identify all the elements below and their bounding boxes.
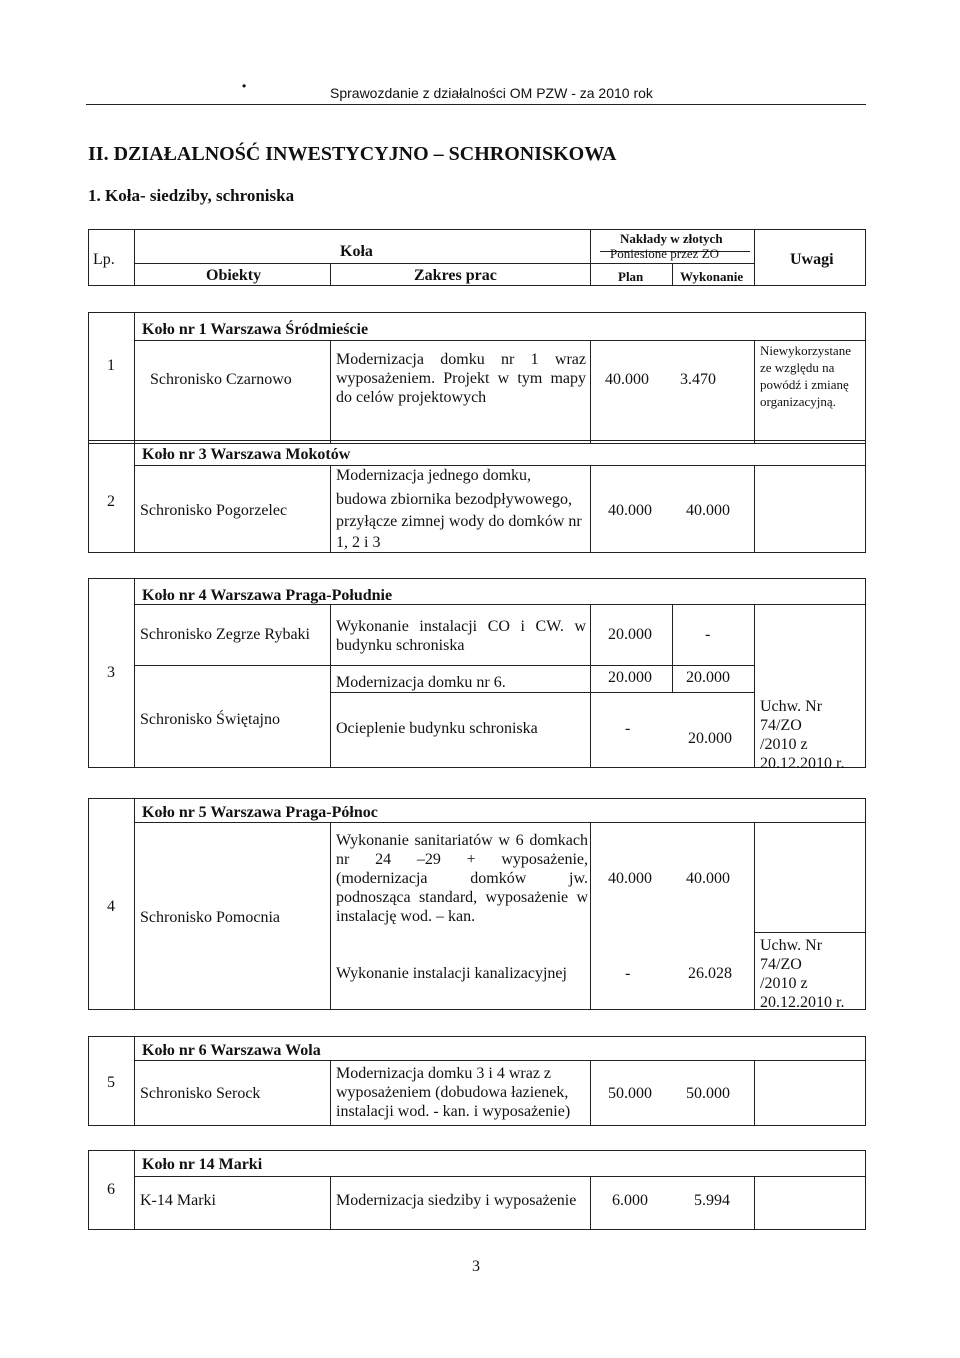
- wykonanie-value: 40.000: [686, 502, 730, 519]
- zakres-line: Modernizacja jednego domku,: [336, 467, 532, 484]
- header-naklady-line2: Poniesione przez ZO: [610, 246, 720, 261]
- wykonanie-value: 40.000: [686, 870, 730, 887]
- header-mark: •: [242, 79, 247, 93]
- row-lp: 5: [107, 1074, 115, 1091]
- plan-value: -: [625, 965, 631, 982]
- obiekt-name: Schronisko Czarnowo: [150, 371, 292, 388]
- row-lp: 1: [107, 357, 115, 374]
- plan-value: 20.000: [608, 669, 652, 686]
- plan-value: 6.000: [612, 1192, 648, 1209]
- header-zakres: Zakres prac: [414, 267, 497, 284]
- kolo-name: Koło nr 1 Warszawa Śródmieście: [142, 321, 369, 338]
- zakres-line: przyłącze zimnej wody do domków nr: [336, 513, 582, 530]
- row-lp: 2: [107, 493, 115, 510]
- wykonanie-value: 5.994: [694, 1192, 730, 1209]
- header-plan: Plan: [618, 269, 644, 284]
- header-rule: [86, 104, 866, 105]
- row-lp: 3: [107, 664, 115, 681]
- page-number: 3: [472, 1258, 480, 1275]
- zakres-text: Wykonanie sanitariatów w 6 domkach nr 24 –29 + wyposażenie, (modernizacja domków jw. podnosząca standard, wyposażenie w instalację wod. – kan.: [336, 832, 588, 925]
- uwagi-line: 20.12.2010 r.: [760, 994, 845, 1011]
- subsection-title: 1. Koła- siedziby, schroniska: [88, 186, 295, 205]
- wykonanie-value: 50.000: [686, 1085, 730, 1102]
- zakres-line: budowa zbiornika bezodpływowego,: [336, 491, 572, 508]
- plan-value: -: [625, 720, 631, 737]
- plan-value: 20.000: [608, 626, 652, 643]
- header-obiekty: Obiekty: [206, 267, 262, 284]
- plan-value: 40.000: [608, 870, 652, 887]
- uwagi-line: Niewykorzystane: [760, 343, 851, 358]
- plan-value: 40.000: [608, 502, 652, 519]
- uwagi-line: Uchw. Nr: [760, 698, 823, 715]
- obiekt-name: K-14 Marki: [140, 1192, 216, 1209]
- obiekt-name: Schronisko Świętajno: [140, 711, 280, 728]
- zakres-text: Modernizacja domku nr 6.: [336, 674, 506, 691]
- row-lp: 6: [107, 1181, 115, 1198]
- uwagi-line: 20.12.2010 r.: [760, 755, 845, 772]
- plan-value: 40.000: [605, 371, 649, 388]
- plan-value: 50.000: [608, 1085, 652, 1102]
- zakres-text: Modernizacja siedziby i wyposażenie: [336, 1192, 577, 1209]
- zakres-text: Wykonanie instalacji CO i CW. w budynku schroniska: [336, 618, 586, 654]
- obiekt-name: Schronisko Serock: [140, 1085, 261, 1102]
- zakres-text: Modernizacja domku nr 1 wraz wyposażeniem. Projekt w tym mapy do celów projektowych: [336, 351, 586, 406]
- header-wykonanie: Wykonanie: [680, 269, 744, 284]
- obiekt-name: Schronisko Zegrze Rybaki: [140, 626, 310, 643]
- wykonanie-value: 20.000: [688, 730, 732, 747]
- header-kola: Koła: [340, 243, 373, 260]
- uwagi-line: 74/ZO: [760, 717, 802, 734]
- zakres-line: instalacji wod. - kan. i wyposażenie): [336, 1103, 571, 1120]
- uwagi-line: ze względu na: [760, 360, 835, 375]
- kolo-name: Koło nr 3 Warszawa Mokotów: [142, 446, 351, 463]
- zakres-line: 1, 2 i 3: [336, 534, 381, 551]
- zakres-text: Ocieplenie budynku schroniska: [336, 720, 538, 737]
- wykonanie-value: 20.000: [686, 669, 730, 686]
- section-title: II. DZIAŁALNOŚĆ INWESTYCYJNO – SCHRONISKOWA: [88, 143, 617, 165]
- kolo-name: Koło nr 4 Warszawa Praga-Południe: [142, 587, 393, 604]
- obiekt-name: Schronisko Pomocnia: [140, 909, 280, 926]
- obiekt-name: Schronisko Pogorzelec: [140, 502, 288, 519]
- kolo-name: Koło nr 6 Warszawa Wola: [142, 1042, 321, 1059]
- uwagi-line: organizacyjną.: [760, 394, 836, 409]
- zakres-line: Modernizacja domku 3 i 4 wraz z: [336, 1065, 552, 1082]
- wykonanie-value: 3.470: [680, 371, 716, 388]
- wykonanie-value: 26.028: [688, 965, 732, 982]
- uwagi-line: 74/ZO: [760, 956, 802, 973]
- header-lp: Lp.: [93, 251, 115, 268]
- running-title: Sprawozdanie z działalności OM PZW - za 2010 rok: [330, 85, 653, 101]
- zakres-line: wyposażeniem (dobudowa łazienek,: [336, 1084, 569, 1101]
- uwagi-line: Uchw. Nr: [760, 937, 823, 954]
- zakres-text: Wykonanie instalacji kanalizacyjnej: [336, 965, 567, 982]
- uwagi-line: /2010 z: [760, 736, 808, 753]
- kolo-name: Koło nr 5 Warszawa Praga-Północ: [142, 804, 378, 821]
- header-naklady-line1: Nakłady w złotych: [620, 231, 723, 246]
- header-uwagi: Uwagi: [790, 251, 834, 268]
- wykonanie-value: -: [705, 626, 711, 643]
- row-lp: 4: [107, 898, 115, 915]
- uwagi-line: /2010 z: [760, 975, 808, 992]
- kolo-name: Koło nr 14 Marki: [142, 1156, 263, 1173]
- uwagi-line: powódź i zmianę: [760, 377, 849, 392]
